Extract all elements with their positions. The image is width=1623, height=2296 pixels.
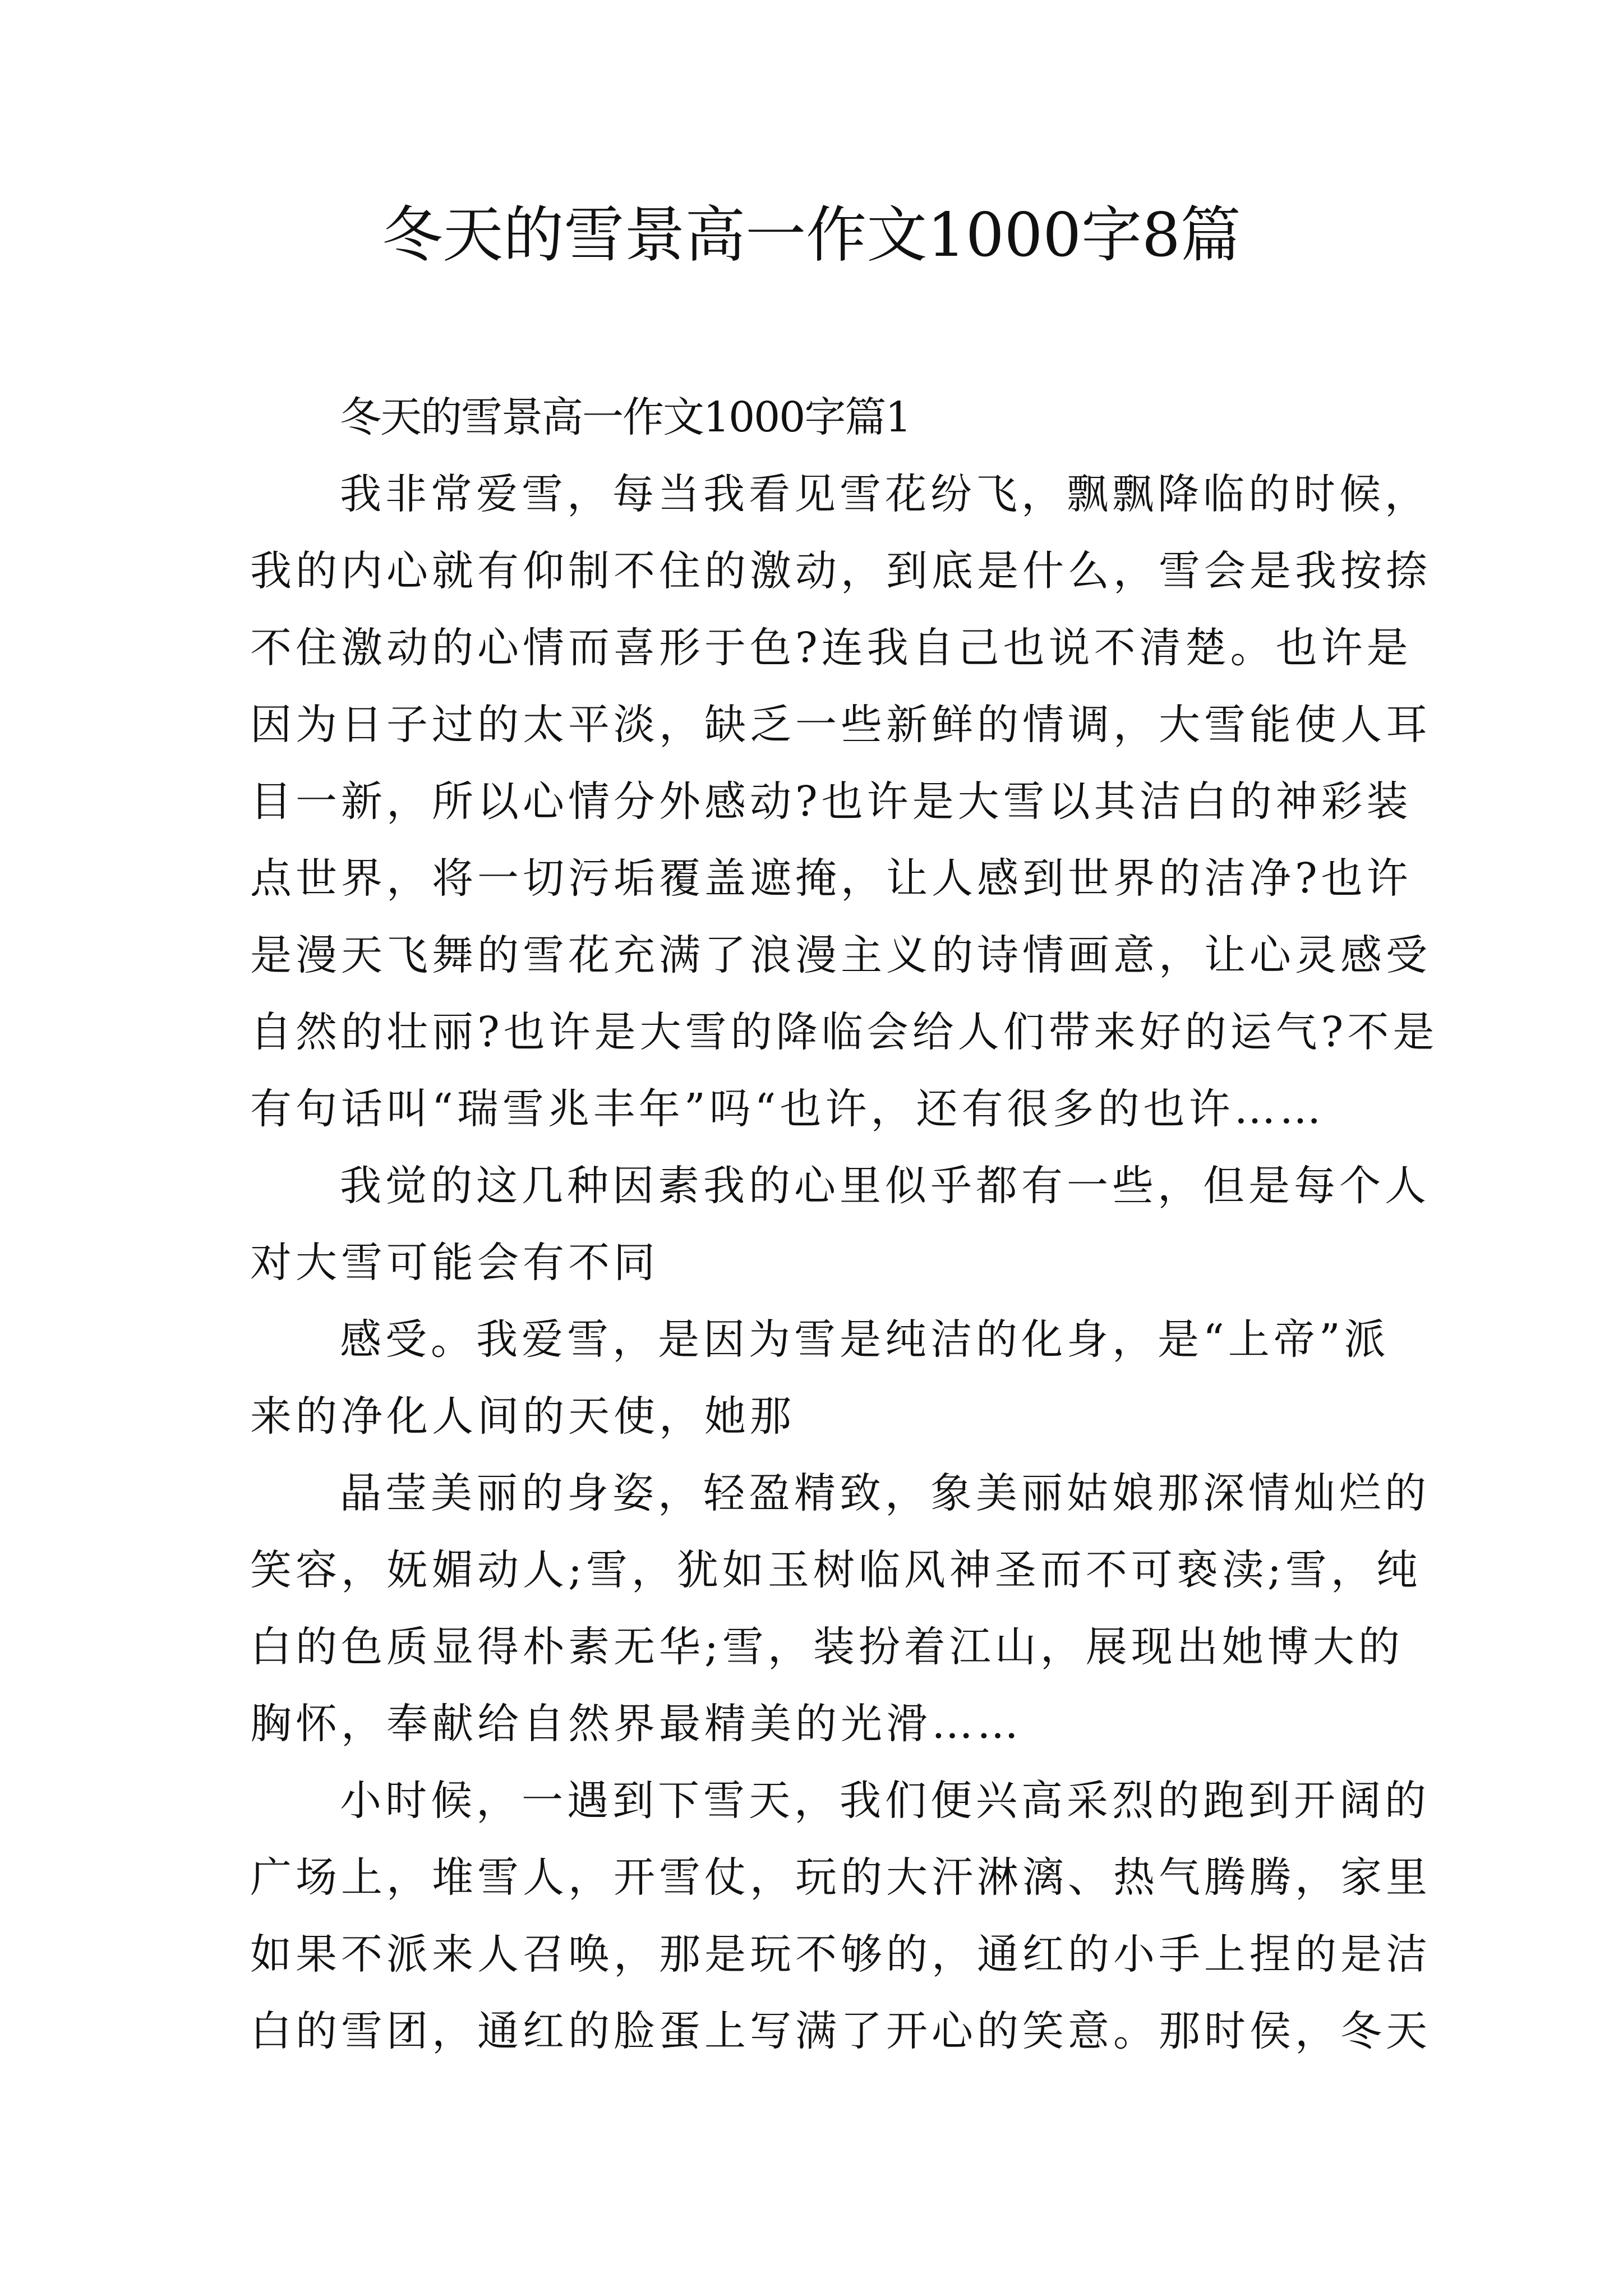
section-heading: 冬天的雪景高一作文1000字篇1 bbox=[340, 393, 911, 441]
paragraph-line: 对大雪可能会有不同 bbox=[250, 1239, 659, 1287]
paragraph-line: 来的净化人间的天使，她那 bbox=[250, 1392, 795, 1441]
paragraph-line: 目一新，所以心情分外感动?也许是大雪以其洁白的神彩装 bbox=[250, 777, 1412, 826]
paragraph-line: 不住激动的心情而喜形于色?连我自己也说不清楚。也许是 bbox=[250, 624, 1412, 672]
paragraph-line: 感受。我爱雪，是因为雪是纯洁的化身，是“上帝”派 bbox=[340, 1315, 1390, 1364]
paragraph-line: 是漫天飞舞的雪花充满了浪漫主义的诗情画意，让心灵感受 bbox=[250, 931, 1431, 979]
paragraph-line: 晶莹美丽的身姿，轻盈精致，象美丽姑娘那深情灿烂的 bbox=[340, 1469, 1430, 1517]
paragraph-line: 小时候，一遇到下雪天，我们便兴高采烈的跑到开阔的 bbox=[340, 1777, 1430, 1825]
document-body bbox=[250, 379, 1438, 2070]
paragraph-line: 我非常爱雪，每当我看见雪花纷飞，飘飘降临的时候， bbox=[340, 470, 1430, 518]
paragraph-line: 如果不派来人召唤，那是玩不够的，通红的小手上捏的是洁 bbox=[250, 1930, 1431, 1978]
paragraph-line: 点世界，将一切污垢覆盖遮掩，让人感到世界的洁净?也许 bbox=[250, 854, 1412, 903]
paragraph-line: 白的色质显得朴素无华;雪，装扮着江山，展现出她博大的 bbox=[250, 1623, 1404, 1671]
paragraph-line: 我觉的这几种因素我的心里似乎都有一些，但是每个人 bbox=[340, 1162, 1430, 1210]
paragraph-line: 我的内心就有仰制不住的激动，到底是什么，雪会是我按捺 bbox=[250, 547, 1431, 595]
paragraph-line: 因为日子过的太平淡，缺乏一些新鲜的情调，大雪能使人耳 bbox=[250, 701, 1431, 749]
paragraph-line: 有句话叫“瑞雪兆丰年”吗“也许，还有很多的也许…… bbox=[250, 1085, 1325, 1133]
document-title: 冬天的雪景高一作文1000字8篇 bbox=[382, 200, 1241, 270]
paragraph-line: 胸怀，奉献给自然界最精美的光滑…… bbox=[250, 1700, 1022, 1748]
paragraph-line: 笑容，妩媚动人;雪，犹如玉树临风神圣而不可亵渎;雪，纯 bbox=[250, 1546, 1422, 1594]
paragraph-line: 自然的壮丽?也许是大雪的降临会给人们带来好的运气?不是 bbox=[250, 1008, 1438, 1056]
paragraph-line: 白的雪团，通红的脸蛋上写满了开心的笑意。那时侯，冬天 bbox=[250, 2007, 1431, 2055]
paragraph-line: 广场上，堆雪人，开雪仗，玩的大汗淋漓、热气腾腾，家里 bbox=[250, 1853, 1431, 1902]
